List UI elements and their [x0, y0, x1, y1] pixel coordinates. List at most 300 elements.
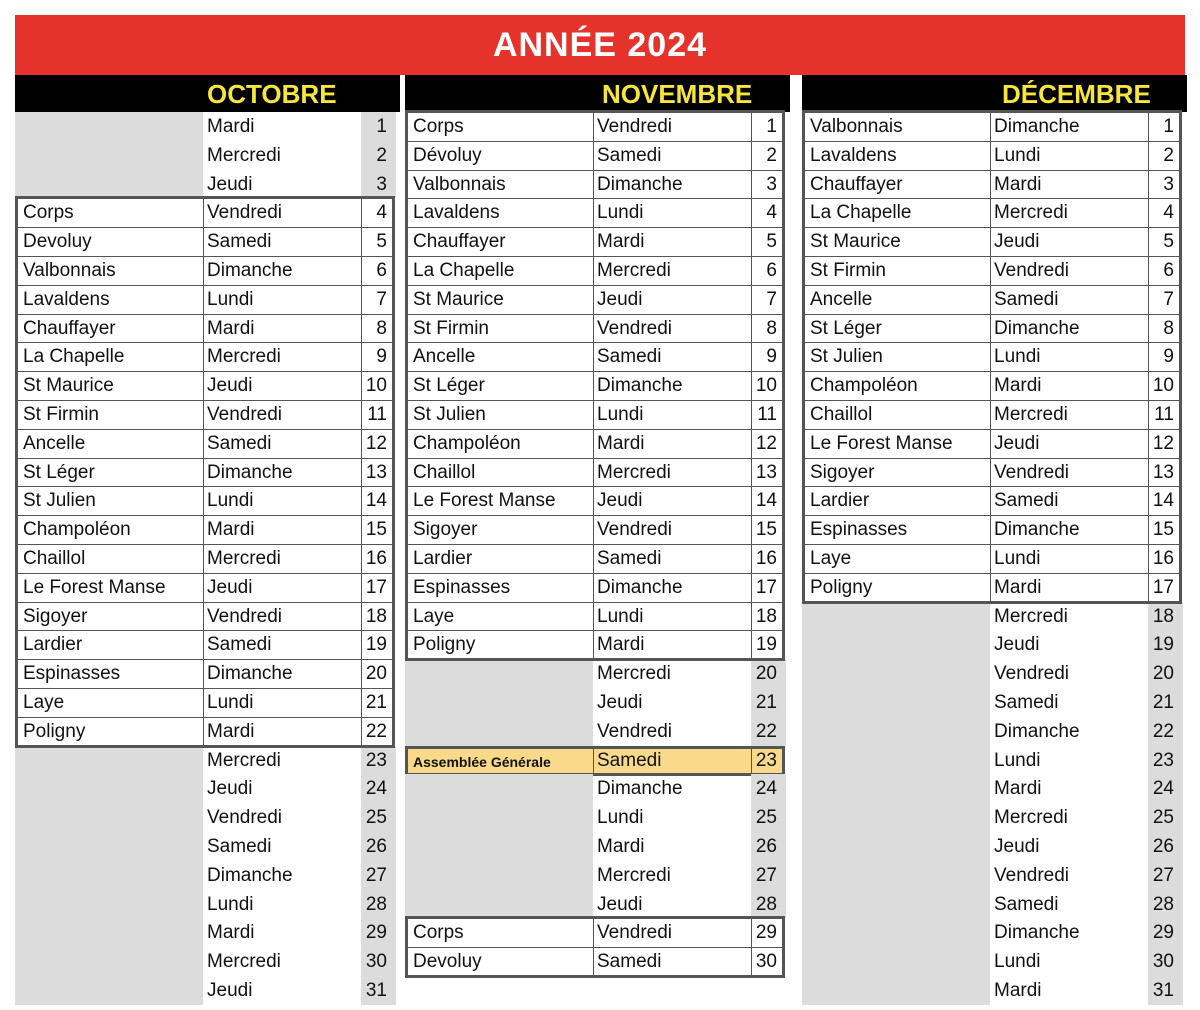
- row-divider: [18, 486, 392, 487]
- weekday: Lundi: [994, 749, 1041, 771]
- place-name: Lavaldens: [413, 202, 500, 224]
- day-number: 21: [1152, 692, 1174, 713]
- row-divider: [805, 198, 1179, 199]
- row-divider: [805, 458, 1179, 459]
- row-divider: [805, 486, 1179, 487]
- row-divider: [408, 314, 782, 315]
- empty-cell: [15, 976, 203, 1005]
- empty-cell: [802, 890, 990, 919]
- place-name: Le Forest Manse: [23, 576, 166, 598]
- day-number: 12: [365, 432, 387, 454]
- weekday: Vendredi: [597, 720, 673, 742]
- day-number: 5: [766, 231, 777, 253]
- row-divider: [408, 256, 782, 257]
- weekday: Mardi: [207, 116, 255, 137]
- row-divider: [805, 141, 1179, 142]
- day-number: 6: [766, 260, 777, 281]
- place-name: Devoluy: [413, 951, 482, 973]
- empty-cell: [15, 832, 203, 861]
- weekday: Jeudi: [207, 980, 253, 1001]
- weekday: Mardi: [207, 317, 255, 339]
- day-number: 2: [1163, 144, 1174, 166]
- day-number: 15: [755, 519, 777, 541]
- place-name: Espinasses: [413, 576, 511, 598]
- weekday: Samedi: [207, 836, 272, 857]
- place-name: Valbonnais: [23, 260, 116, 281]
- day-number: 9: [1163, 346, 1174, 368]
- row-divider: [408, 573, 782, 574]
- weekday: Vendredi: [207, 807, 283, 829]
- day-number: 23: [755, 749, 777, 771]
- day-number: 4: [766, 202, 777, 224]
- weekday: Jeudi: [994, 836, 1040, 857]
- row-divider: [408, 342, 782, 343]
- place-name: Sigoyer: [23, 605, 88, 627]
- place-name: Ancelle: [413, 346, 476, 368]
- day-number: 11: [757, 404, 777, 425]
- empty-cell: [405, 688, 593, 717]
- row-divider: [805, 285, 1179, 286]
- day-number: 12: [1152, 432, 1174, 454]
- row-divider: [18, 688, 392, 689]
- empty-cell: [15, 141, 203, 170]
- row-divider: [408, 458, 782, 459]
- place-name: Lardier: [810, 490, 870, 512]
- place-name: Chauffayer: [810, 173, 903, 195]
- row-divider: [805, 544, 1179, 545]
- day-number: 8: [1163, 317, 1174, 339]
- day-number: 4: [376, 202, 387, 224]
- empty-cell: [405, 774, 593, 803]
- day-number: 18: [1152, 605, 1174, 627]
- weekday: Jeudi: [597, 490, 643, 512]
- weekday: Lundi: [994, 144, 1041, 166]
- day-number: 19: [1152, 634, 1174, 656]
- row-divider: [408, 227, 782, 228]
- empty-cell: [802, 947, 990, 976]
- day-number: 13: [755, 461, 777, 483]
- empty-cell: [802, 803, 990, 832]
- month-1: [405, 75, 790, 1010]
- row-divider: [18, 717, 392, 718]
- empty-cell: [802, 832, 990, 861]
- day-number: 23: [1152, 749, 1174, 771]
- column-divider: [203, 199, 204, 744]
- weekday: Dimanche: [994, 720, 1080, 742]
- empty-cell: [405, 832, 593, 861]
- day-number: 10: [1152, 375, 1174, 397]
- place-name: Le Forest Manse: [810, 432, 953, 454]
- place-name: St Firmin: [810, 260, 886, 281]
- day-number: 16: [755, 548, 777, 569]
- day-number: 15: [1152, 519, 1174, 541]
- weekday: Samedi: [597, 548, 662, 569]
- empty-cell: [15, 918, 203, 947]
- row-divider: [408, 429, 782, 430]
- weekday: Lundi: [597, 202, 644, 224]
- row-divider: [18, 544, 392, 545]
- empty-cell: [15, 774, 203, 803]
- day-number: 29: [1152, 922, 1174, 944]
- day-number: 9: [766, 346, 777, 368]
- day-number: 25: [755, 807, 777, 829]
- weekday: Lundi: [994, 548, 1041, 569]
- day-number: 30: [1152, 951, 1174, 973]
- place-name: Ancelle: [810, 288, 873, 310]
- weekday: Mercredi: [207, 346, 281, 368]
- weekday: Lundi: [597, 807, 644, 829]
- weekday: Dimanche: [597, 375, 683, 397]
- weekday: Lundi: [207, 893, 254, 915]
- place-name: St Firmin: [413, 317, 489, 339]
- weekday: Mercredi: [994, 202, 1068, 224]
- day-number: 8: [376, 317, 387, 339]
- column-divider: [990, 113, 991, 601]
- place-name: Valbonnais: [810, 116, 903, 137]
- weekday: Samedi: [994, 692, 1059, 713]
- row-divider: [408, 141, 782, 142]
- day-number: 25: [365, 807, 387, 829]
- place-name: Chaillol: [810, 404, 873, 425]
- row-divider: [18, 573, 392, 574]
- weekday: Samedi: [597, 749, 662, 771]
- day-number: 27: [755, 864, 777, 886]
- weekday: Vendredi: [597, 116, 673, 137]
- weekday: Jeudi: [207, 778, 253, 800]
- column-divider: [751, 919, 752, 975]
- weekday: Mardi: [994, 375, 1042, 397]
- place-name: St Léger: [413, 375, 485, 397]
- weekday: Vendredi: [207, 202, 283, 224]
- day-number: 26: [1152, 836, 1174, 857]
- weekday: Mardi: [597, 634, 645, 656]
- weekday: Mardi: [994, 173, 1042, 195]
- month-header: [405, 75, 790, 112]
- weekday: Vendredi: [994, 461, 1070, 483]
- weekday: Mercredi: [207, 548, 281, 569]
- divider: [593, 746, 594, 775]
- place-name: Champoléon: [810, 375, 918, 397]
- weekday: Jeudi: [207, 375, 253, 397]
- day-number: 16: [365, 548, 387, 569]
- day-number: 22: [1152, 720, 1174, 742]
- weekday: Dimanche: [597, 576, 683, 598]
- row-divider: [18, 314, 392, 315]
- day-number: 31: [365, 980, 387, 1001]
- row-divider: [18, 458, 392, 459]
- day-number: 28: [1152, 893, 1174, 915]
- empty-cell: [405, 659, 593, 688]
- weekday: Samedi: [207, 432, 272, 454]
- empty-cell: [802, 717, 990, 746]
- column-divider: [751, 113, 752, 658]
- weekday: Samedi: [994, 490, 1059, 512]
- row-divider: [18, 659, 392, 660]
- weekday: Mardi: [207, 519, 255, 541]
- empty-cell: [405, 890, 593, 919]
- day-number: 26: [365, 836, 387, 857]
- weekday: Jeudi: [207, 173, 253, 195]
- place-name: Laye: [810, 548, 852, 569]
- place-name: Lardier: [23, 634, 83, 656]
- row-divider: [408, 602, 782, 603]
- empty-cell: [405, 717, 593, 746]
- place-name: St Maurice: [810, 231, 901, 253]
- day-number: 14: [365, 490, 387, 512]
- day-number: 3: [376, 173, 387, 195]
- place-name: Lavaldens: [810, 144, 897, 166]
- event-label: Assemblée Générale: [413, 753, 551, 770]
- place-name: St Léger: [810, 317, 882, 339]
- weekday: Lundi: [597, 404, 644, 425]
- day-number: 11: [367, 404, 387, 425]
- empty-cell: [15, 112, 203, 141]
- place-name: Laye: [413, 605, 455, 627]
- weekday: Mercredi: [207, 951, 281, 973]
- day-number: 7: [766, 288, 777, 310]
- weekday: Lundi: [994, 346, 1041, 368]
- day-number: 16: [1152, 548, 1174, 569]
- empty-cell: [802, 630, 990, 659]
- weekday: Lundi: [207, 288, 254, 310]
- row-divider: [18, 256, 392, 257]
- place-name: Chauffayer: [23, 317, 116, 339]
- weekday: Mercredi: [597, 461, 671, 483]
- row-divider: [408, 170, 782, 171]
- row-divider: [805, 573, 1179, 574]
- month-name: DÉCEMBRE: [1002, 79, 1151, 109]
- empty-cell: [802, 602, 990, 631]
- place-name: Espinasses: [23, 663, 121, 685]
- day-number: 30: [365, 951, 387, 973]
- column-divider: [1148, 113, 1149, 601]
- day-number: 5: [376, 231, 387, 253]
- day-number: 27: [1152, 864, 1174, 886]
- place-name: St Julien: [23, 490, 96, 512]
- empty-cell: [802, 918, 990, 947]
- row-divider: [408, 400, 782, 401]
- empty-cell: [15, 803, 203, 832]
- weekday: Jeudi: [994, 432, 1040, 454]
- day-number: 2: [766, 144, 777, 166]
- row-divider: [18, 602, 392, 603]
- weekday: Vendredi: [994, 864, 1070, 886]
- place-name: St Julien: [413, 404, 486, 425]
- day-number: 18: [755, 605, 777, 627]
- row-divider: [18, 630, 392, 631]
- place-name: Chaillol: [413, 461, 476, 483]
- month-name: NOVEMBRE: [602, 79, 753, 109]
- row-divider: [408, 947, 782, 948]
- weekday: Lundi: [597, 605, 644, 627]
- place-name: La Chapelle: [810, 202, 912, 224]
- day-number: 19: [365, 634, 387, 656]
- row-divider: [18, 371, 392, 372]
- weekday: Lundi: [207, 692, 254, 713]
- row-divider: [18, 285, 392, 286]
- day-number: 8: [766, 317, 777, 339]
- day-number: 12: [755, 432, 777, 454]
- weekday: Mardi: [994, 778, 1042, 800]
- empty-cell: [802, 659, 990, 688]
- weekday: Vendredi: [597, 922, 673, 944]
- weekday: Dimanche: [207, 260, 293, 281]
- place-name: Poligny: [23, 720, 86, 742]
- weekday: Samedi: [597, 144, 662, 166]
- place-name: St Julien: [810, 346, 883, 368]
- day-number: 29: [365, 922, 387, 944]
- weekday: Vendredi: [994, 663, 1070, 685]
- weekday: Mardi: [207, 720, 255, 742]
- place-name: Poligny: [810, 576, 873, 598]
- empty-cell: [802, 746, 990, 775]
- row-divider: [18, 515, 392, 516]
- place-name: La Chapelle: [413, 260, 515, 281]
- day-number: 28: [755, 893, 777, 915]
- day-number: 23: [365, 749, 387, 771]
- place-name: Chaillol: [23, 548, 86, 569]
- day-number: 21: [755, 692, 777, 713]
- day-number: 29: [755, 922, 777, 944]
- weekday: Vendredi: [207, 605, 283, 627]
- year-title: ANNÉE 2024: [15, 15, 1185, 75]
- row-divider: [408, 371, 782, 372]
- day-number: 20: [365, 663, 387, 685]
- row-divider: [805, 400, 1179, 401]
- empty-cell: [15, 890, 203, 919]
- weekday: Dimanche: [597, 173, 683, 195]
- weekday: Mercredi: [207, 749, 281, 771]
- day-number: 20: [1152, 663, 1174, 685]
- weekday: Jeudi: [994, 231, 1040, 253]
- place-name: Sigoyer: [810, 461, 875, 483]
- weekday: Vendredi: [994, 260, 1070, 281]
- place-name: Corps: [413, 922, 464, 944]
- weekday: Vendredi: [597, 519, 673, 541]
- day-number: 3: [766, 173, 777, 195]
- place-name: Champoléon: [23, 519, 131, 541]
- row-divider: [805, 429, 1179, 430]
- weekday: Samedi: [597, 346, 662, 368]
- weekday: Samedi: [597, 951, 662, 973]
- empty-cell: [802, 774, 990, 803]
- weekday: Mardi: [597, 836, 645, 857]
- place-name: Ancelle: [23, 432, 86, 454]
- column-divider: [593, 919, 594, 975]
- place-name: Sigoyer: [413, 519, 478, 541]
- row-divider: [408, 515, 782, 516]
- row-divider: [805, 515, 1179, 516]
- day-number: 17: [755, 576, 777, 598]
- weekday: Samedi: [994, 893, 1059, 915]
- row-divider: [805, 342, 1179, 343]
- weekday: Jeudi: [994, 634, 1040, 656]
- place-name: Le Forest Manse: [413, 490, 556, 512]
- day-number: 10: [755, 375, 777, 397]
- weekday: Mercredi: [597, 864, 671, 886]
- row-divider: [18, 400, 392, 401]
- weekday: Dimanche: [207, 864, 293, 886]
- day-number: 22: [365, 720, 387, 742]
- day-number: 26: [755, 836, 777, 857]
- day-number: 15: [365, 519, 387, 541]
- empty-cell: [405, 803, 593, 832]
- place-name: Corps: [23, 202, 74, 224]
- place-name: Poligny: [413, 634, 476, 656]
- weekday: Dimanche: [207, 461, 293, 483]
- day-number: 24: [1152, 778, 1174, 800]
- place-name: Espinasses: [810, 519, 908, 541]
- day-number: 24: [755, 778, 777, 800]
- place-name: Chauffayer: [413, 231, 506, 253]
- empty-cell: [15, 947, 203, 976]
- empty-cell: [15, 170, 203, 199]
- day-number: 5: [1163, 231, 1174, 253]
- weekday: Dimanche: [994, 317, 1080, 339]
- place-name: Valbonnais: [413, 173, 506, 195]
- day-number: 14: [1152, 490, 1174, 512]
- place-name: Corps: [413, 116, 464, 137]
- weekday: Mercredi: [207, 144, 281, 166]
- day-number: 6: [376, 260, 387, 281]
- row-divider: [18, 227, 392, 228]
- day-number: 21: [365, 692, 387, 713]
- place-name: Dévoluy: [413, 144, 482, 166]
- place-group: [15, 196, 395, 747]
- weekday: Mardi: [597, 231, 645, 253]
- weekday: Dimanche: [207, 663, 293, 685]
- day-number: 7: [376, 288, 387, 310]
- weekday: Jeudi: [597, 893, 643, 915]
- day-number: 18: [365, 605, 387, 627]
- day-number: 7: [1163, 288, 1174, 310]
- weekday: Mardi: [207, 922, 255, 944]
- row-divider: [805, 371, 1179, 372]
- weekday: Mercredi: [597, 260, 671, 281]
- row-divider: [18, 429, 392, 430]
- day-number: 17: [365, 576, 387, 598]
- column-divider: [361, 199, 362, 744]
- empty-cell: [15, 861, 203, 890]
- weekday: Mardi: [597, 432, 645, 454]
- day-number: 3: [1163, 173, 1174, 195]
- weekday: Lundi: [207, 490, 254, 512]
- place-name: Laye: [23, 692, 65, 713]
- weekday: Samedi: [994, 288, 1059, 310]
- weekday: Samedi: [207, 231, 272, 253]
- day-number: 28: [365, 893, 387, 915]
- place-name: St Léger: [23, 461, 95, 483]
- month-2: [802, 75, 1187, 1010]
- place-group: [405, 110, 785, 661]
- place-name: Devoluy: [23, 231, 92, 253]
- day-number: 17: [1152, 576, 1174, 598]
- place-name: Champoléon: [413, 432, 521, 454]
- weekday: Vendredi: [597, 317, 673, 339]
- place-group: [802, 110, 1182, 604]
- day-number: 9: [376, 346, 387, 368]
- day-number: 10: [365, 375, 387, 397]
- place-name: St Firmin: [23, 404, 99, 425]
- empty-cell: [802, 861, 990, 890]
- column-divider: [593, 113, 594, 658]
- row-divider: [805, 227, 1179, 228]
- day-number: 20: [755, 663, 777, 685]
- day-number: 27: [365, 864, 387, 886]
- day-number: 6: [1163, 260, 1174, 281]
- place-name: Lavaldens: [23, 288, 110, 310]
- day-number: 13: [1152, 461, 1174, 483]
